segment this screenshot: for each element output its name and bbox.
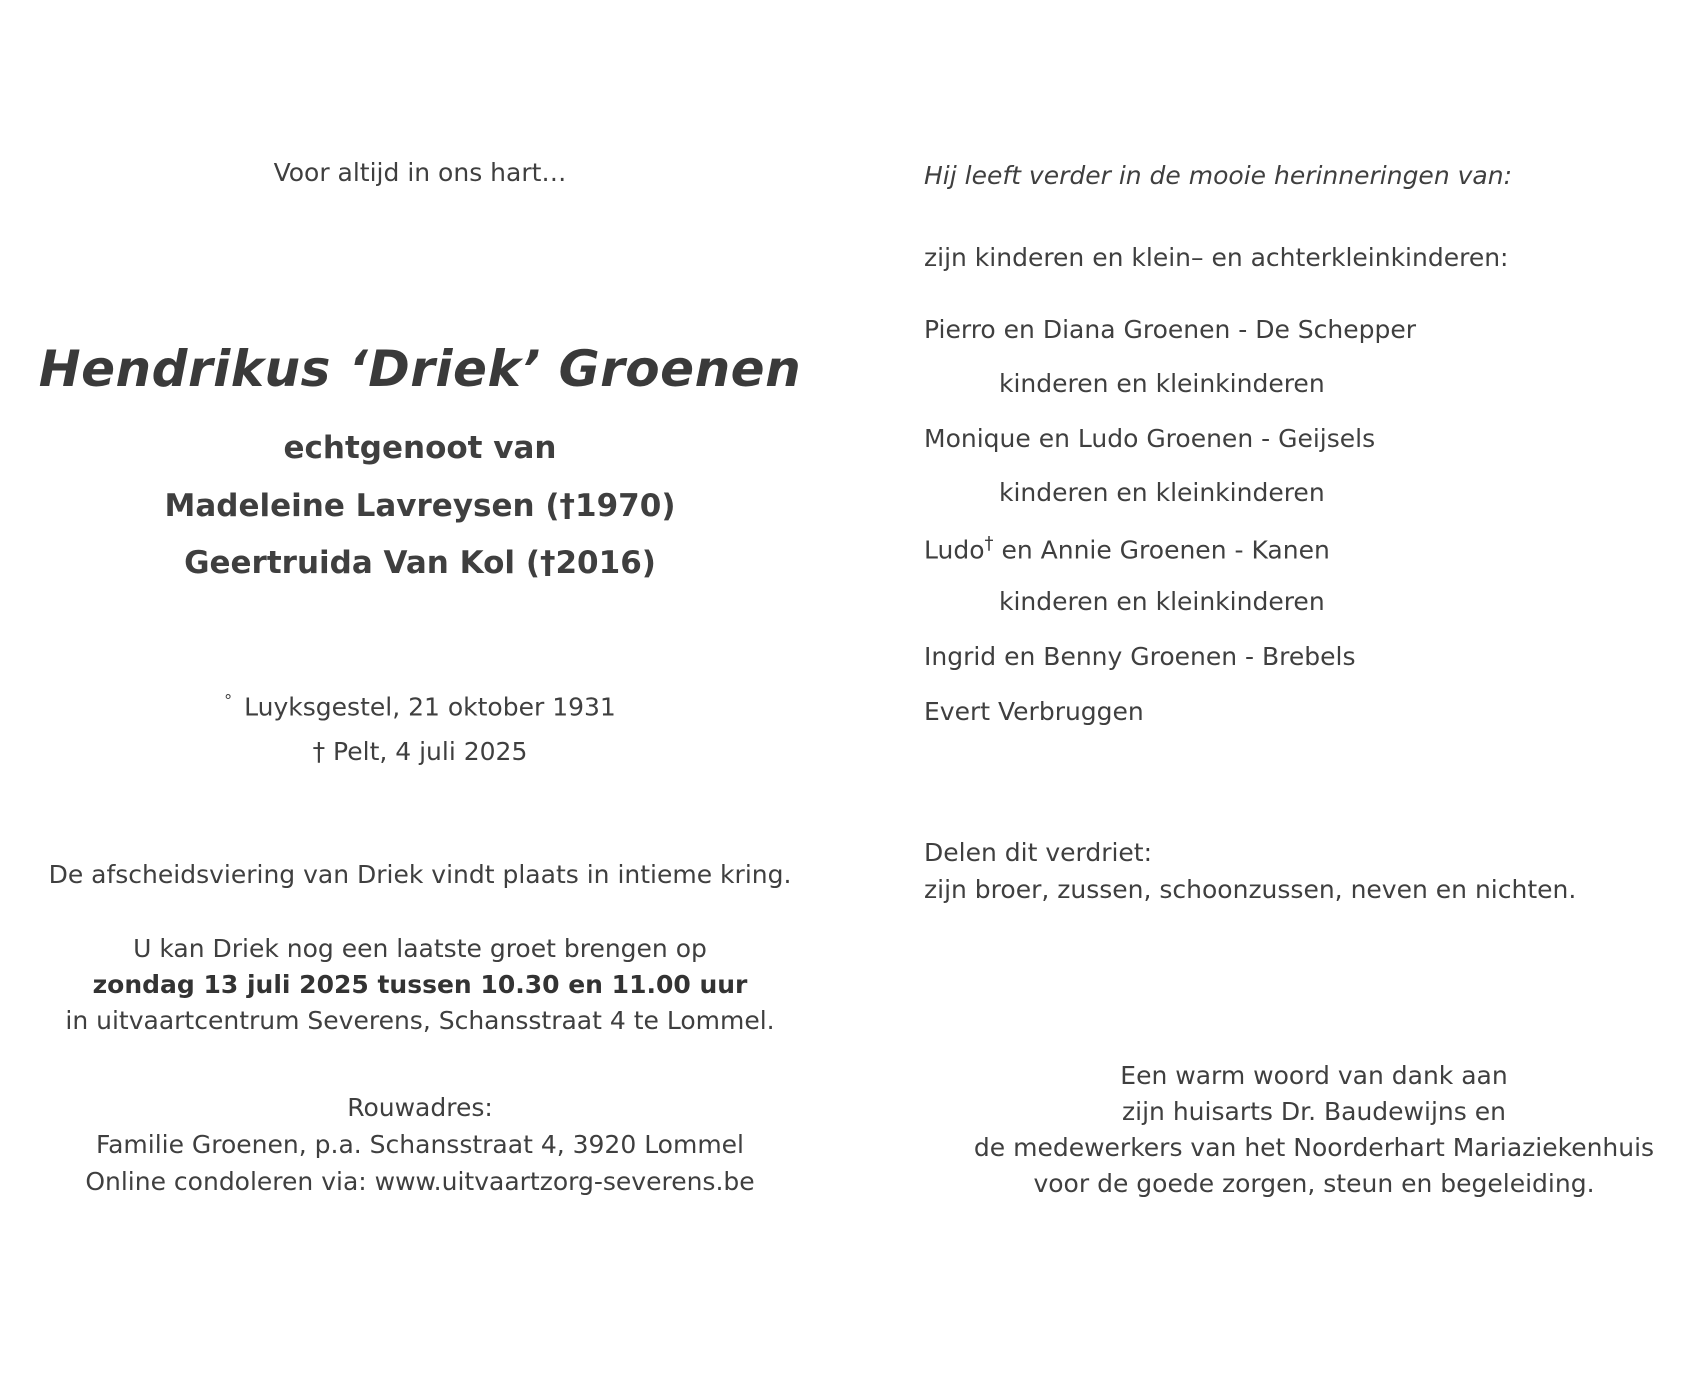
family-line: Pierro en Diana Groenen - De Schepper xyxy=(924,315,1417,344)
family-line: Monique en Ludo Groenen - Geijsels xyxy=(924,424,1376,453)
right-panel xyxy=(924,0,1708,1390)
motto: Voor altijd in ons hart… xyxy=(273,158,567,187)
thanks-line-2: zijn huisarts Dr. Baudewijns en xyxy=(1122,1097,1506,1126)
share-label: Delen dit verdriet: xyxy=(924,838,1153,867)
visit-location: in uitvaartcentrum Severens, Schansstraat 4 te Lommel. xyxy=(65,1006,775,1035)
family-name: Ludo xyxy=(924,535,985,565)
visit-date: zondag 13 juli 2025 tussen 10.30 en 11.00 uur xyxy=(92,970,748,999)
family-line: kinderen en kleinkinderen xyxy=(999,587,1325,616)
share-relatives: zijn broer, zussen, schoonzussen, neven en nichten. xyxy=(924,875,1577,904)
birth-text: Luyksgestel, 21 oktober 1931 xyxy=(244,692,616,722)
thanks-line-1: Een warm woord van dank aan xyxy=(1120,1061,1508,1090)
left-panel xyxy=(0,0,840,1390)
family-line: kinderen en kleinkinderen xyxy=(999,478,1325,507)
spouse-label: echtgenoot van xyxy=(283,430,557,466)
death-line: † Pelt, 4 juli 2025 xyxy=(312,737,528,766)
birth-line xyxy=(0,691,840,721)
deceased-name: Hendrikus ‘Driek’ Groenen xyxy=(38,340,802,398)
family-line: kinderen en kleinkinderen xyxy=(999,369,1325,398)
spouse-2: Geertruida Van Kol (†2016) xyxy=(184,545,656,581)
farewell-note: De afscheidsviering van Driek vindt plaats in intieme kring. xyxy=(48,860,792,889)
family-name-rest: en Annie Groenen - Kanen xyxy=(993,535,1330,565)
family-line: Ingrid en Benny Groenen - Brebels xyxy=(924,642,1356,671)
birth-mark: ° xyxy=(224,691,233,710)
spouse-1: Madeleine Lavreysen (†1970) xyxy=(164,488,676,524)
family-line xyxy=(924,533,1330,564)
thanks-line-3: de medewerkers van het Noorderhart Mariaziekenhuis xyxy=(973,1133,1655,1162)
condolence-link: Online condoleren via: www.uitvaartzorg-severens.be xyxy=(85,1167,755,1196)
thanks-line-4: voor de goede zorgen, steun en begeleiding. xyxy=(1033,1169,1595,1198)
children-label: zijn kinderen en klein– en achterkleinkinderen: xyxy=(924,243,1509,272)
memories-intro: Hij leeft verder in de mooie herinneringen van: xyxy=(924,161,1512,190)
visit-line-1: U kan Driek nog een laatste groet brengen op xyxy=(133,934,707,963)
cross-mark: † xyxy=(984,533,994,554)
address-line: Familie Groenen, p.a. Schansstraat 4, 3920 Lommel xyxy=(95,1130,745,1159)
address-label: Rouwadres: xyxy=(347,1093,493,1122)
family-line: Evert Verbruggen xyxy=(924,697,1144,726)
